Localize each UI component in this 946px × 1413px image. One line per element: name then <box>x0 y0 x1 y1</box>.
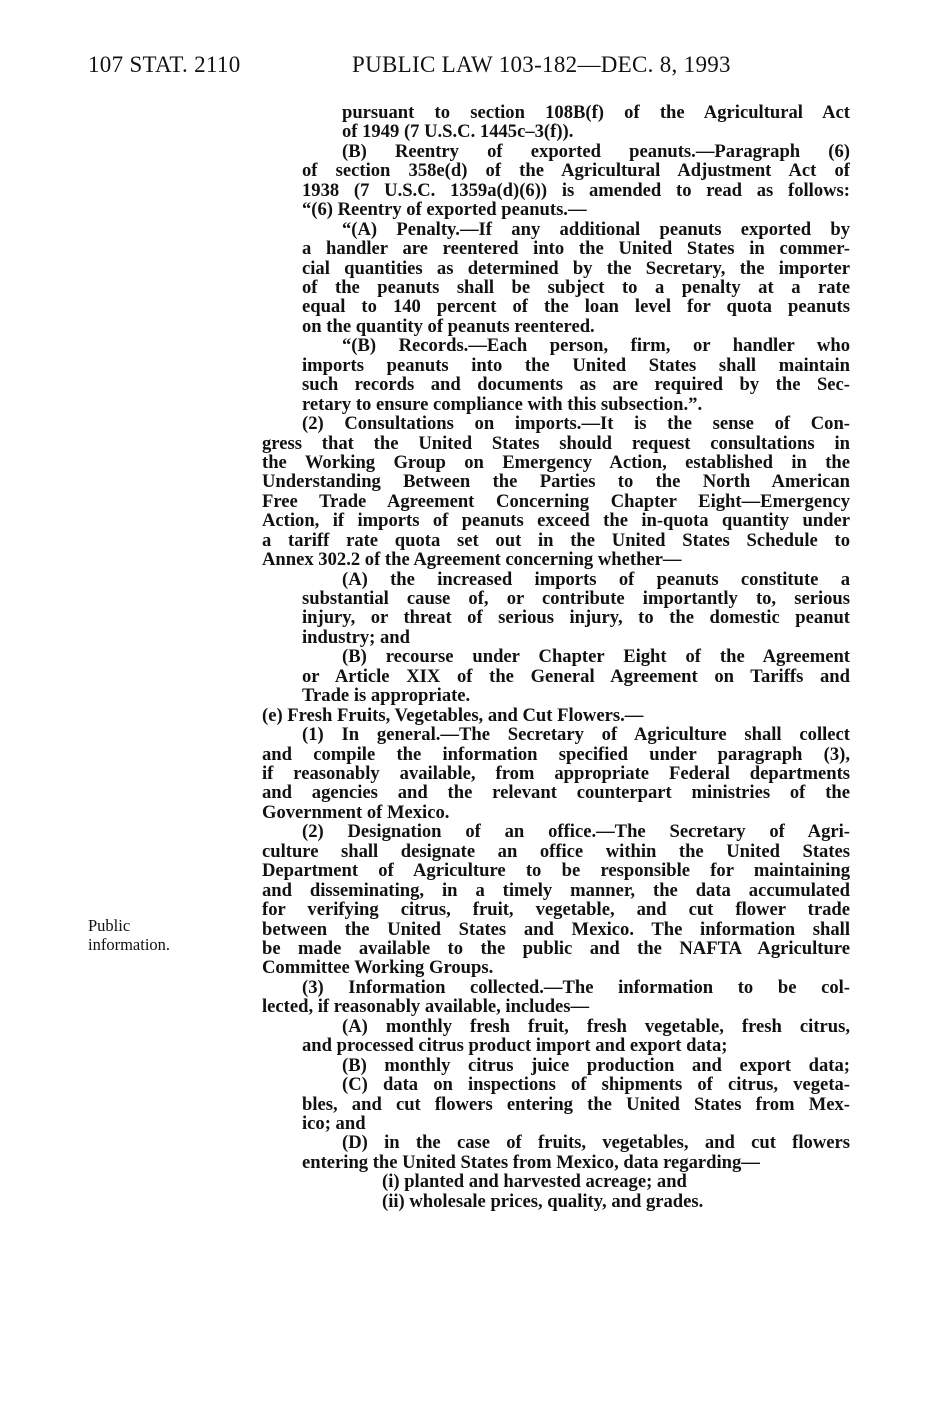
text-line: a tariff rate quota set out in the United States Schedule to <box>262 530 850 551</box>
text-line: (B) Reentry of exported peanuts.—Paragraph (6) <box>342 141 850 162</box>
text-line: Trade is appropriate. <box>302 685 471 707</box>
text-line: (A) the increased imports of peanuts constitute a <box>342 569 850 590</box>
text-line: (i) planted and harvested acreage; and <box>382 1171 687 1193</box>
text-line: (B) monthly citrus juice production and export data; <box>342 1055 850 1076</box>
text-line: if reasonably available, from appropriate Federal departments <box>262 764 850 784</box>
text-line: retary to ensure compliance with this subsection.”. <box>302 393 703 415</box>
page-stat-number: 107 STAT. 2110 <box>88 52 241 77</box>
text-line: “(B) Records.—Each person, firm, or handler who <box>342 336 850 356</box>
text-line: pursuant to section 108B(f) of the Agricultural Act <box>342 103 850 123</box>
text-line: (e) Fresh Fruits, Vegetables, and Cut Flowers.— <box>262 704 644 726</box>
text-line: gress that the United States should request consultations in <box>262 433 850 453</box>
text-line: “(6) Reentry of exported peanuts.— <box>302 199 587 221</box>
text-line: injury, or threat of serious injury, to the domestic peanut <box>302 608 850 628</box>
text-line: lected, if reasonably available, includes— <box>262 996 590 1018</box>
text-line: (D) in the case of fruits, vegetables, and cut flowers <box>342 1133 850 1153</box>
text-line: a handler are reentered into the United States in commer- <box>302 239 850 259</box>
text-line: cial quantities as determined by the Secretary, the importer <box>302 258 850 278</box>
text-line: for verifying citrus, fruit, vegetable, and cut flower trade <box>262 900 850 920</box>
text-line: of the peanuts shall be subject to a penalty at a rate <box>302 277 850 298</box>
text-line: Department of Agriculture to be responsible for maintaining <box>262 861 850 881</box>
text-line: imports peanuts into the United States shall maintain <box>302 355 850 376</box>
text-line: ico; and <box>302 1112 366 1134</box>
text-line: between the United States and Mexico. The information shall <box>262 919 850 939</box>
text-line: the Working Group on Emergency Action, established in the <box>262 452 850 473</box>
text-line: (2) Designation of an office.—The Secretary of Agri- <box>302 822 850 842</box>
text-line: Action, if imports of peanuts exceed the in-quota quantity under <box>262 511 850 531</box>
text-line: and agencies and the relevant counterpart ministries of the <box>262 783 850 803</box>
text-line: Annex 302.2 of the Agreement concerning whether— <box>262 549 682 571</box>
text-line: 1938 (7 U.S.C. 1359a(d)(6)) is amended to read as follows: <box>302 180 850 201</box>
text-line: bles, and cut flowers entering the United States from Mex- <box>302 1094 850 1114</box>
running-header: PUBLIC LAW 103-182—DEC. 8, 1993 <box>352 52 731 77</box>
text-line: and disseminating, in a timely manner, the data accumulated <box>262 880 850 901</box>
text-line: entering the United States from Mexico, data regarding— <box>302 1151 760 1173</box>
margin-note-line: information. <box>88 935 171 954</box>
margin-note <box>88 916 170 954</box>
text-line: and compile the information specified under paragraph (3), <box>262 744 850 764</box>
text-line: or Article XIX of the General Agreement on Tariffs and <box>302 666 850 687</box>
text-line: Government of Mexico. <box>262 801 450 823</box>
text-line: of 1949 (7 U.S.C. 1445c–3(f)). <box>342 121 574 143</box>
text-line: such records and documents as are required by the Sec- <box>302 375 850 395</box>
text-line: (1) In general.—The Secretary of Agriculture shall collect <box>302 725 850 745</box>
statute-body <box>262 103 850 1211</box>
text-line: (A) monthly fresh fruit, fresh vegetable, fresh citrus, <box>342 1016 850 1037</box>
text-line: (ii) wholesale prices, quality, and grades. <box>382 1190 704 1212</box>
text-line: substantial cause of, or contribute importantly to, serious <box>302 589 850 609</box>
text-line: (C) data on inspections of shipments of citrus, vegeta- <box>342 1075 850 1095</box>
text-line: Understanding Between the Parties to the North American <box>262 472 850 492</box>
text-line: be made available to the public and the NAFTA Agriculture <box>262 938 850 959</box>
text-line: culture shall designate an office within the United States <box>262 841 850 862</box>
text-line: of section 358e(d) of the Agricultural Adjustment Act of <box>302 161 850 181</box>
text-line: (B) recourse under Chapter Eight of the Agreement <box>342 647 850 667</box>
text-line: Committee Working Groups. <box>262 957 494 979</box>
text-line: “(A) Penalty.—If any additional peanuts exported by <box>342 219 850 240</box>
text-line: Free Trade Agreement Concerning Chapter Eight—Emergency <box>262 491 850 512</box>
text-line: industry; and <box>302 626 410 648</box>
text-line: (2) Consultations on imports.—It is the sense of Con- <box>302 414 850 434</box>
text-line: on the quantity of peanuts reentered. <box>302 315 595 337</box>
margin-note-line: Public <box>88 916 131 935</box>
text-line: equal to 140 percent of the loan level for quota peanuts <box>302 297 850 317</box>
text-line: (3) Information collected.—The information to be col- <box>302 977 850 998</box>
text-line: and processed citrus product import and export data; <box>302 1035 728 1057</box>
